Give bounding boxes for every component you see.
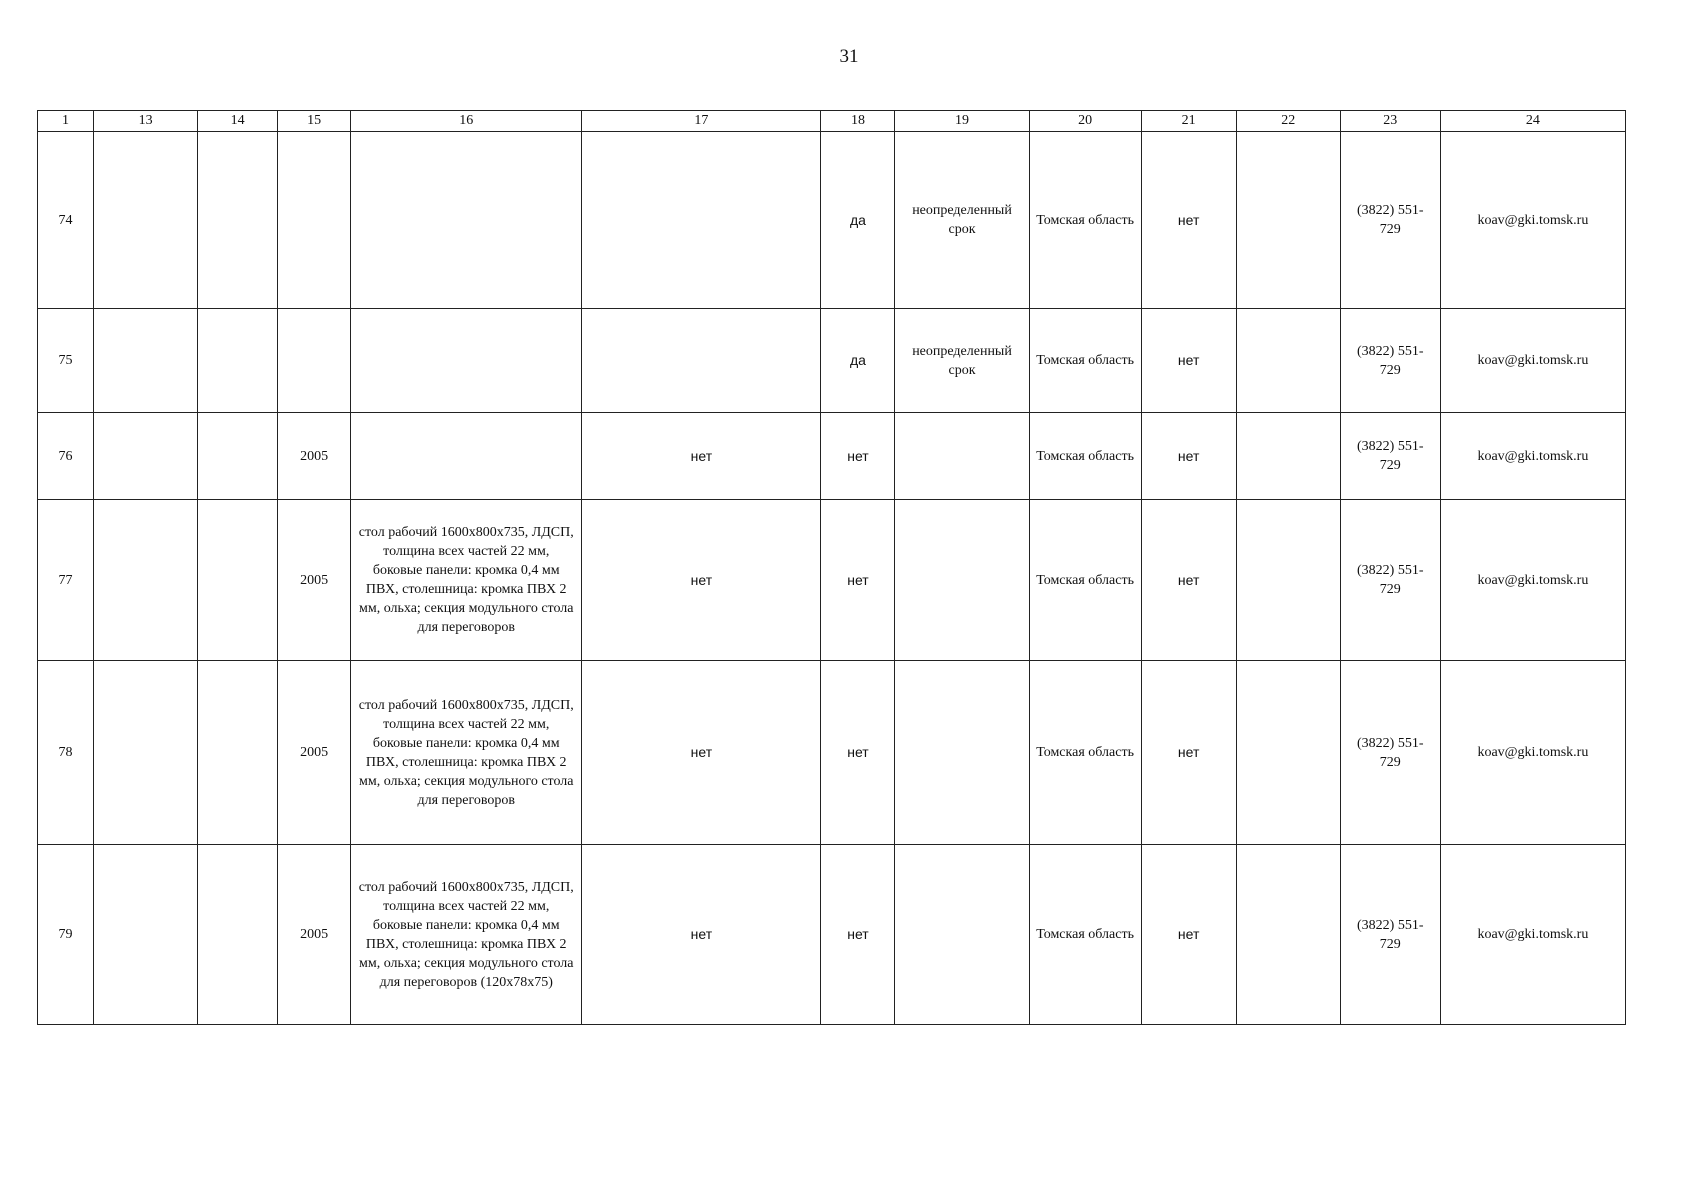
cell-col-15: 2005: [278, 661, 351, 845]
column-header: 23: [1340, 111, 1440, 132]
cell-col-13: [94, 132, 198, 309]
cell-col-22: [1236, 132, 1340, 309]
cell-col-17: нет: [582, 413, 821, 500]
cell-col-15: [278, 132, 351, 309]
column-header: 24: [1440, 111, 1625, 132]
cell-col-14: [198, 845, 278, 1025]
cell-col-13: [94, 309, 198, 413]
cell-col-24: koav@gki.tomsk.ru: [1440, 500, 1625, 661]
column-header: 18: [821, 111, 895, 132]
cell-col-13: [94, 413, 198, 500]
cell-col-23: (3822) 551-729: [1340, 500, 1440, 661]
registry-table: [37, 110, 1626, 1025]
cell-col-13: [94, 845, 198, 1025]
cell-col-17: нет: [582, 661, 821, 845]
cell-col-15: 2005: [278, 845, 351, 1025]
cell-col-14: [198, 132, 278, 309]
cell-col-23: (3822) 551-729: [1340, 132, 1440, 309]
table-row: [38, 845, 1626, 1025]
cell-col-24: koav@gki.tomsk.ru: [1440, 661, 1625, 845]
cell-col-24: koav@gki.tomsk.ru: [1440, 132, 1625, 309]
cell-col-20: Томская область: [1029, 132, 1141, 309]
column-header: 15: [278, 111, 351, 132]
table-row: [38, 309, 1626, 413]
cell-col-18: нет: [821, 500, 895, 661]
cell-col-22: [1236, 500, 1340, 661]
cell-col-15: 2005: [278, 413, 351, 500]
column-header: 21: [1141, 111, 1236, 132]
cell-row-number: 77: [38, 500, 94, 661]
cell-col-24: koav@gki.tomsk.ru: [1440, 309, 1625, 413]
cell-col-20: Томская область: [1029, 661, 1141, 845]
cell-col-16: [351, 413, 582, 500]
cell-col-16: стол рабочий 1600х800х735, ЛДСП, толщина всех частей 22 мм, боковые панели: кромка 0,4 мм ПВХ, столешница: кромка ПВХ 2 мм, ольха; секция модульного стола для переговоров: [351, 500, 582, 661]
cell-col-20: Томская область: [1029, 845, 1141, 1025]
cell-col-18: нет: [821, 661, 895, 845]
cell-col-23: (3822) 551-729: [1340, 413, 1440, 500]
page-number: 31: [839, 46, 859, 67]
cell-col-23: (3822) 551-729: [1340, 309, 1440, 413]
cell-col-24: koav@gki.tomsk.ru: [1440, 845, 1625, 1025]
table-row: [38, 413, 1626, 500]
table-row: [38, 132, 1626, 309]
cell-col-21: нет: [1141, 500, 1236, 661]
cell-col-21: нет: [1141, 413, 1236, 500]
cell-col-19: неопределенный срок: [895, 309, 1029, 413]
cell-col-24: koav@gki.tomsk.ru: [1440, 413, 1625, 500]
cell-col-21: нет: [1141, 661, 1236, 845]
cell-col-18: нет: [821, 845, 895, 1025]
column-header: 17: [582, 111, 821, 132]
cell-col-16: [351, 309, 582, 413]
cell-col-16: [351, 132, 582, 309]
column-header: 19: [895, 111, 1029, 132]
cell-col-15: 2005: [278, 500, 351, 661]
table-row: [38, 500, 1626, 661]
cell-col-19: [895, 661, 1029, 845]
cell-col-13: [94, 661, 198, 845]
cell-col-18: да: [821, 309, 895, 413]
header-row: [38, 111, 1626, 132]
cell-col-14: [198, 413, 278, 500]
cell-col-14: [198, 309, 278, 413]
cell-col-21: нет: [1141, 309, 1236, 413]
cell-col-22: [1236, 309, 1340, 413]
cell-col-20: Томская область: [1029, 309, 1141, 413]
cell-row-number: 79: [38, 845, 94, 1025]
cell-col-22: [1236, 413, 1340, 500]
cell-col-20: Томская область: [1029, 413, 1141, 500]
cell-col-20: Томская область: [1029, 500, 1141, 661]
column-header: 22: [1236, 111, 1340, 132]
cell-col-17: [582, 309, 821, 413]
cell-row-number: 76: [38, 413, 94, 500]
cell-col-13: [94, 500, 198, 661]
cell-col-19: [895, 500, 1029, 661]
cell-col-19: неопределенный срок: [895, 132, 1029, 309]
cell-col-22: [1236, 845, 1340, 1025]
column-header: 16: [351, 111, 582, 132]
column-header: 1: [38, 111, 94, 132]
table-row: [38, 661, 1626, 845]
cell-col-23: (3822) 551-729: [1340, 661, 1440, 845]
cell-col-16: стол рабочий 1600х800х735, ЛДСП, толщина всех частей 22 мм, боковые панели: кромка 0,4 мм ПВХ, столешница: кромка ПВХ 2 мм, ольха; секция модульного стола для переговоров: [351, 661, 582, 845]
cell-col-17: нет: [582, 845, 821, 1025]
cell-col-18: нет: [821, 413, 895, 500]
cell-col-18: да: [821, 132, 895, 309]
column-header: 14: [198, 111, 278, 132]
cell-col-17: нет: [582, 500, 821, 661]
cell-col-17: [582, 132, 821, 309]
cell-col-19: [895, 413, 1029, 500]
column-header: 13: [94, 111, 198, 132]
cell-col-14: [198, 661, 278, 845]
cell-col-22: [1236, 661, 1340, 845]
cell-row-number: 74: [38, 132, 94, 309]
cell-row-number: 78: [38, 661, 94, 845]
cell-col-23: (3822) 551-729: [1340, 845, 1440, 1025]
cell-col-14: [198, 500, 278, 661]
cell-row-number: 75: [38, 309, 94, 413]
cell-col-16: стол рабочий 1600х800х735, ЛДСП, толщина всех частей 22 мм, боковые панели: кромка 0,4 мм ПВХ, столешница: кромка ПВХ 2 мм, ольха; секция модульного стола для переговоров (120х78х75): [351, 845, 582, 1025]
cell-col-21: нет: [1141, 132, 1236, 309]
cell-col-21: нет: [1141, 845, 1236, 1025]
column-header: 20: [1029, 111, 1141, 132]
cell-col-19: [895, 845, 1029, 1025]
cell-col-15: [278, 309, 351, 413]
